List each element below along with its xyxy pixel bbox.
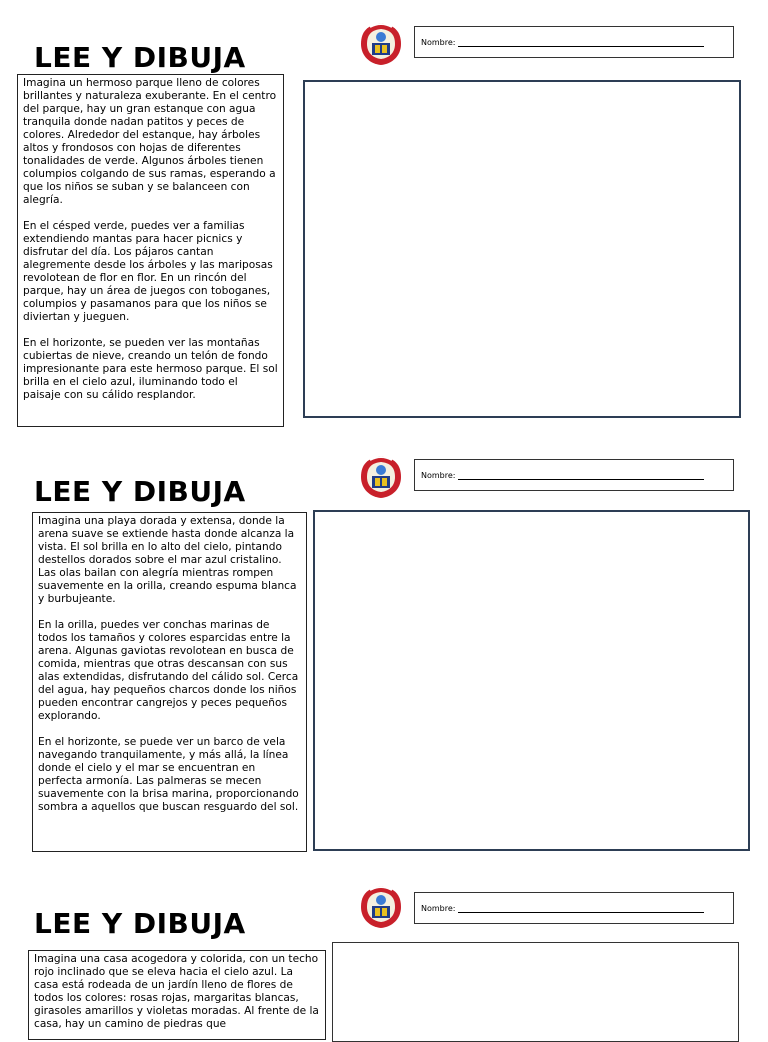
paragraph: En el horizonte, se pueden ver las montañas cubiertas de nieve, creando un telón de fondo impresionante para este hermoso parque. El sol brilla en el cielo azul, iluminando todo el paisaje con su cálido resplandor. — [23, 337, 278, 401]
school-crest-icon — [358, 21, 404, 67]
reading-text — [17, 74, 284, 427]
name-label: Nombre: — [421, 37, 456, 47]
name-line[interactable] — [458, 38, 704, 47]
paragraph: Imagina una playa dorada y extensa, donde la arena suave se extiende hasta donde alcanza la vista. El sol brilla en lo alto del cielo, pintando destellos dorados sobre el mar azul cristalino. Las olas bailan con alegría mientras rompen suavemente en la orilla, creando espuma blanca y burbujeante. — [38, 515, 297, 605]
sheet-1-title: LEE Y DIBUJA — [34, 41, 246, 74]
paragraph: Imagina un hermoso parque lleno de colores brillantes y naturaleza exuberante. En el centro del parque, hay un gran estanque con agua tranquila donde nadan patitos y peces de colores. Alrededor del estanque, hay árboles altos y frondosos con hojas de diferentes tonalidades de verde. Algunos árboles tienen columpios colgando de sus ramas, esperando a que los niños se suban y se balanceen con alegría. — [23, 77, 277, 206]
paragraph: Imagina una casa acogedora y colorida, con un techo rojo inclinado que se eleva hacia el cielo azul. La casa está rodeada de un jardín lleno de flores de todos los colores: rosas rojas, margaritas blancas, girasoles amarillos y violetas moradas. Al frente de la casa, hay un camino de piedras que — [34, 953, 319, 1030]
reading-text — [28, 950, 326, 1040]
paragraph: En la orilla, puedes ver conchas marinas de todos los tamaños y colores esparcidas entre la arena. Algunas gaviotas revolotean en busca de comida, mientras que otras descansan con sus alas extendidas, disfrutando del cálido sol. Cerca del agua, hay pequeños charcos donde los niños pueden encontrar cangrejos y peces pequeños explorando. — [38, 619, 299, 722]
drawing-area[interactable] — [313, 510, 750, 851]
name-field[interactable] — [414, 26, 734, 58]
name-line[interactable] — [458, 471, 704, 480]
name-field[interactable] — [414, 459, 734, 491]
sheet-2-title: LEE Y DIBUJA — [34, 475, 246, 508]
sheet-3-title: LEE Y DIBUJA — [34, 907, 246, 940]
name-label: Nombre: — [421, 470, 456, 480]
drawing-area[interactable] — [332, 942, 739, 1042]
paragraph: En el césped verde, puedes ver a familias extendiendo mantas para hacer picnics y disfrutar del día. Los pájaros cantan alegremente desde los árboles y las mariposas revolotean de flor en flor. En un rincón del parque, hay un área de juegos con toboganes, columpios y pasamanos para que los niños se diviertan y jueguen. — [23, 220, 273, 323]
drawing-area[interactable] — [303, 80, 741, 418]
school-crest-icon — [358, 454, 404, 500]
paragraph: En el horizonte, se puede ver un barco de vela navegando tranquilamente, y más allá, la línea donde el cielo y el mar se encuentran en perfecta armonía. Las palmeras se mecen suavemente con la brisa marina, proporcionando sombra a aquellos que buscan resguardo del sol. — [38, 736, 299, 813]
name-line[interactable] — [458, 904, 704, 913]
name-field[interactable] — [414, 892, 734, 924]
school-crest-icon — [358, 884, 404, 930]
name-label: Nombre: — [421, 903, 456, 913]
reading-text — [32, 512, 307, 852]
